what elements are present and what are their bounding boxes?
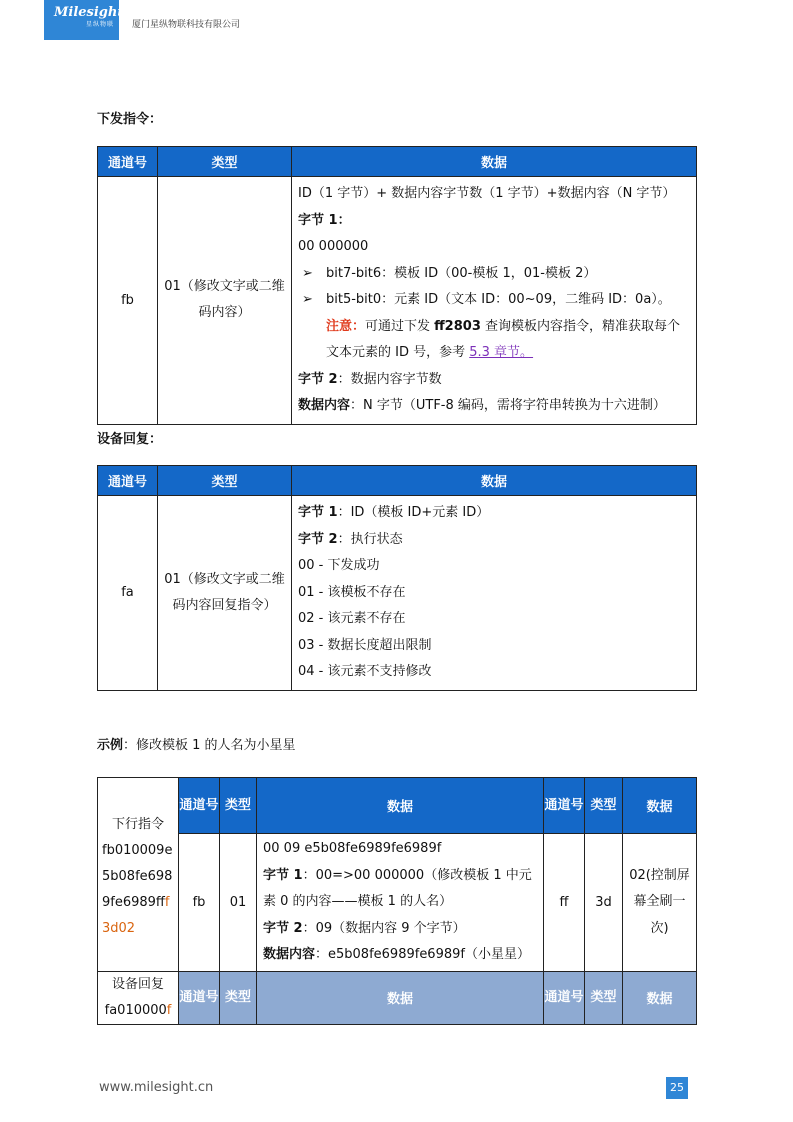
header-channel: 通道号	[98, 466, 158, 496]
downlink-type: 01（修改文字或二维码内容）	[158, 177, 292, 425]
example-reply-row	[98, 971, 697, 1024]
example-title	[97, 734, 296, 753]
reply-title: 设备回复：	[97, 432, 163, 447]
example-downlink-label: 下行指令	[111, 817, 164, 832]
example-title-rest: ：修改模板 1 的人名为小星星	[123, 738, 296, 753]
ex-header-type-2: 类型	[585, 778, 623, 834]
example-type-1: 01	[220, 834, 257, 972]
note-command: ff2803	[434, 318, 481, 334]
ex-byte2-text: ：09（数据内容 9 个字节）	[302, 920, 466, 936]
example-data-line1: 00 09 e5b08fe6989fe6989f	[263, 841, 442, 856]
downlink-note	[298, 314, 690, 367]
example-downlink-row	[98, 834, 697, 972]
reply-byte2-text: ：执行状态	[337, 531, 403, 547]
downlink-byte2	[298, 367, 690, 394]
ex-header-channel-1: 通道号	[179, 778, 220, 834]
example-channel-2: ff	[544, 834, 585, 972]
content-label: 数据内容	[298, 398, 351, 413]
page-number: 25	[666, 1077, 688, 1099]
example-table	[97, 777, 697, 1025]
example-downlink-hex	[98, 838, 178, 942]
example-title-bold: 示例	[97, 738, 124, 753]
header-type: 类型	[158, 147, 292, 177]
example-type-2: 3d	[585, 834, 623, 972]
downlink-row	[98, 177, 697, 425]
reply-hex-main: fa010000	[104, 1002, 167, 1018]
reply-status-0: 00 - 下发成功	[298, 558, 380, 573]
example-data-byte1	[263, 863, 537, 916]
ex-content-text: ：e5b08fe6989fe6989f（小星星）	[315, 947, 530, 962]
reply-byte1-label: 字节 1	[298, 505, 338, 520]
reply-byte1	[298, 500, 690, 527]
ex-byte1-text: ：00=>00 000000（修改模板 1 中元素 0 的内容——模板 1 的人名）	[263, 867, 532, 909]
example-channel-1: fb	[179, 834, 220, 972]
reply-row	[98, 496, 697, 691]
reply-header-row	[98, 466, 697, 496]
ex-reply-header-channel-1: 通道号	[179, 971, 220, 1024]
downlink-header-row	[98, 147, 697, 177]
content-text: ：N 字节（UTF-8 编码，需将字符串转换为十六进制）	[350, 398, 666, 413]
bullet-element-text: bit5-bit0：元素 ID（文本 ID：00~09，二维码 ID：0a）。	[326, 292, 671, 307]
reply-channel: fa	[98, 496, 158, 691]
ex-header-data-2: 数据	[623, 778, 697, 834]
ex-header-channel-2: 通道号	[544, 778, 585, 834]
ex-content-label: 数据内容	[263, 947, 316, 962]
reply-data	[292, 496, 697, 691]
example-reply-hex	[98, 998, 178, 1024]
header-channel: 通道号	[98, 147, 158, 177]
ex-header-data-1: 数据	[257, 778, 544, 834]
note-text-a: 可通过下发	[365, 318, 435, 334]
ex-reply-header-type-1: 类型	[220, 971, 257, 1024]
reply-status-2: 02 - 该元素不存在	[298, 611, 406, 626]
logo-subtitle: 星纵物联	[86, 21, 115, 28]
arrow-icon: ➢	[302, 265, 313, 281]
downlink-bullet-element	[298, 287, 690, 314]
example-downlink-header	[98, 778, 697, 834]
reply-type: 01（修改文字或二维码内容回复指令）	[158, 496, 292, 691]
downlink-byte1-value: 00 000000	[298, 239, 369, 254]
ex-byte2-label: 字节 2	[263, 920, 303, 936]
downlink-content	[298, 393, 690, 420]
reply-byte1-text: ：ID（模板 ID+元素 ID）	[337, 505, 490, 520]
note-text-b: 查询模板内容指令，精准获取每个文本元素的 ID 号，参考	[326, 318, 681, 360]
ex-reply-header-data-1: 数据	[257, 971, 544, 1024]
reply-status-1: 01 - 该模板不存在	[298, 584, 406, 600]
reply-byte2	[298, 527, 690, 554]
byte2-text: ：数据内容字节数	[337, 371, 442, 387]
ex-byte1-label: 字节 1	[263, 867, 303, 883]
downlink-hex-tail: ff3d02	[102, 895, 170, 936]
example-reply-label: 设备回复	[111, 976, 164, 992]
downlink-title: 下发指令：	[97, 112, 163, 127]
example-data-content	[263, 942, 537, 969]
footer-url[interactable]: www.milesight.cn	[99, 1080, 214, 1095]
ex-reply-header-data-2: 数据	[623, 971, 697, 1024]
downlink-bullet-template	[298, 261, 690, 288]
example-data-2: 02(控制屏幕全刷一次)	[623, 834, 697, 972]
downlink-data	[292, 177, 697, 425]
ex-reply-header-type-2: 类型	[585, 971, 623, 1024]
downlink-hex-main: fb010009e5b08fe6989fe6989f	[102, 843, 173, 910]
logo-brand: Milesight	[54, 5, 124, 20]
reply-byte2-label: 字节 2	[298, 531, 338, 547]
downlink-byte1-label: 字节 1：	[298, 212, 351, 228]
bullet-template-text: bit7-bit6：模板 ID（00-模板 1，01-模板 2）	[326, 265, 597, 281]
arrow-icon: ➢	[302, 292, 313, 307]
ex-header-type-1: 类型	[220, 778, 257, 834]
byte2-label: 字节 2	[298, 371, 338, 387]
downlink-channel: fb	[98, 177, 158, 425]
example-data-byte2	[263, 916, 537, 943]
header-type: 类型	[158, 466, 292, 496]
note-label: 注意：	[326, 318, 366, 334]
header-data: 数据	[292, 466, 697, 496]
reply-status-4: 04 - 该元素不支持修改	[298, 664, 432, 679]
reply-hex-tail: f	[166, 1002, 172, 1018]
milesight-logo	[44, 0, 124, 40]
reply-status-3: 03 - 数据长度超出限制	[298, 637, 432, 653]
ex-reply-header-channel-2: 通道号	[544, 971, 585, 1024]
downlink-format: ID（1 字节）+ 数据内容字节数（1 字节）+数据内容（N 字节）	[298, 186, 676, 201]
company-name: 厦门星纵物联科技有限公司	[132, 20, 241, 30]
example-data-1	[257, 834, 544, 972]
example-downlink-cell	[98, 778, 179, 972]
example-reply-cell	[98, 971, 179, 1024]
downlink-table	[97, 146, 697, 425]
section-5-3-link[interactable]: 5.3 章节。	[469, 345, 534, 360]
header-data: 数据	[292, 147, 697, 177]
reply-table	[97, 465, 697, 691]
